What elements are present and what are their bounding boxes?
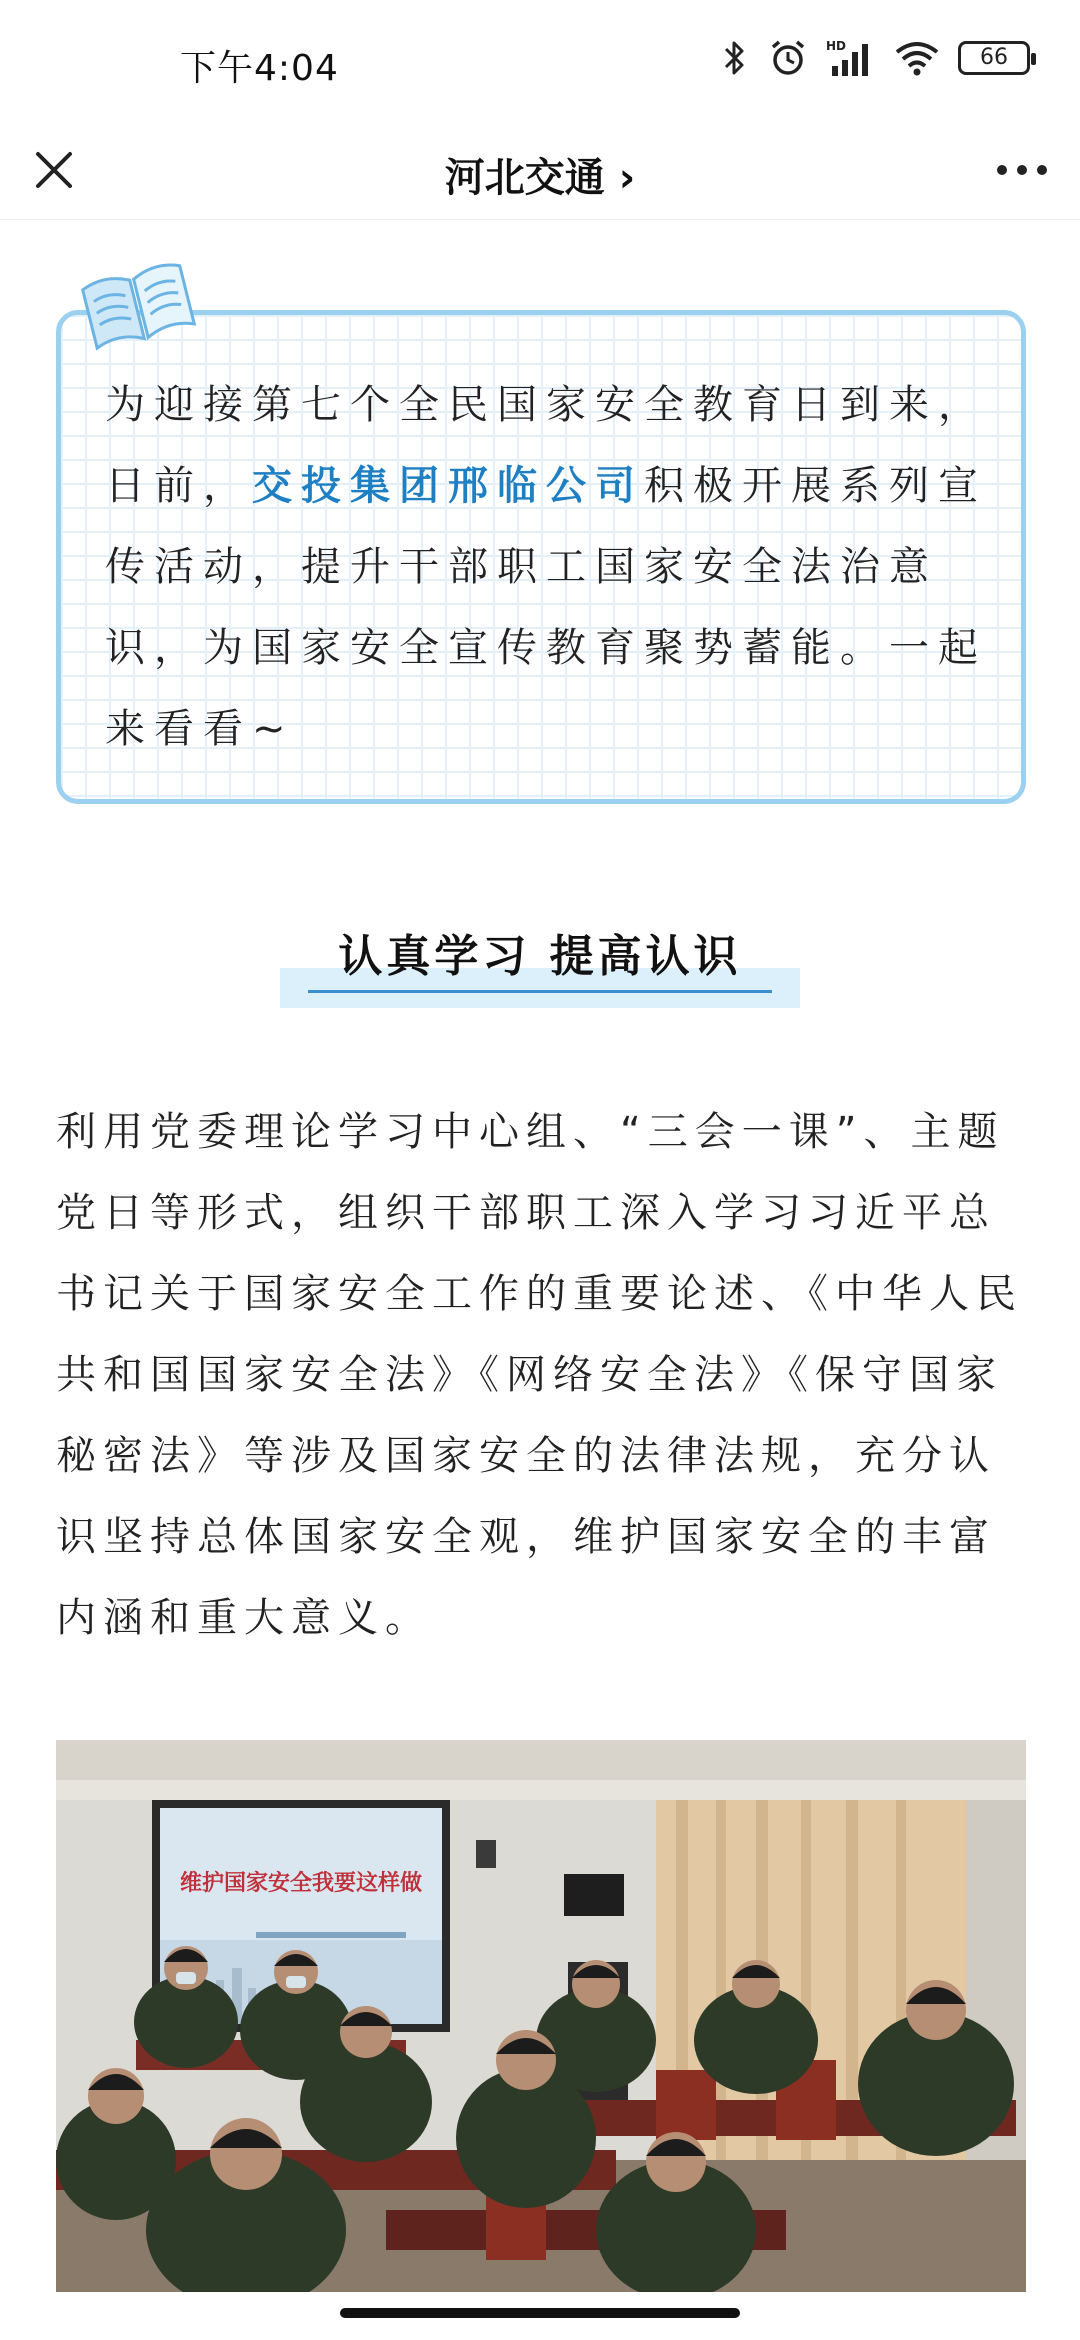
bluetooth-icon [720, 39, 750, 77]
meeting-photo[interactable] [56, 1740, 1026, 2292]
book-icon [78, 255, 198, 355]
alarm-icon [768, 38, 808, 78]
svg-text:HD: HD [826, 39, 847, 53]
hd-signal-icon [826, 38, 876, 78]
home-indicator[interactable] [340, 2308, 740, 2318]
status-time: 下午4:04 [180, 48, 339, 89]
section-heading [280, 920, 800, 1010]
wifi-icon [894, 40, 940, 76]
nav-title[interactable]: 河北交通 › [444, 155, 636, 201]
body-paragraph: 利用党委理论学习中心组、“三会一课”、主题党日等形式，组织干部职工深入学习习近平总书记关于国家安全工作的重要论述、《中华人民共和国国家安全法》《网络安全法》《保守国家秘密法》等涉及国家安全的法律法规，充分认识坚持总体国家安全观，维护国家安全的丰富内涵和重大意义。 [56, 1109, 1023, 1641]
section-heading-underline [308, 990, 772, 993]
intro-text [105, 365, 1005, 770]
intro-box [56, 310, 1026, 804]
status-icons [720, 38, 1030, 78]
more-icon[interactable] [992, 148, 1052, 192]
intro-text-after: 积极开展系列宣传活动，提升干部职工国家安全法治意识，为国家安全宣传教育聚势蓄能。一起来看看~ [105, 463, 987, 752]
meeting-photo-image [56, 1740, 1026, 2292]
intro-text-before: 为迎接第七个全民国家安全教育日到来，日前， [105, 382, 987, 509]
nav-bar [0, 120, 1080, 220]
intro-highlight: 交投集团邢临公司 [252, 463, 644, 509]
status-bar [0, 0, 1080, 120]
section-title: 认真学习 提高认识 [338, 931, 742, 982]
projection-screen-text: 维护国家安全我要这样做 [179, 1871, 423, 1896]
battery-icon: 66 [958, 41, 1030, 75]
